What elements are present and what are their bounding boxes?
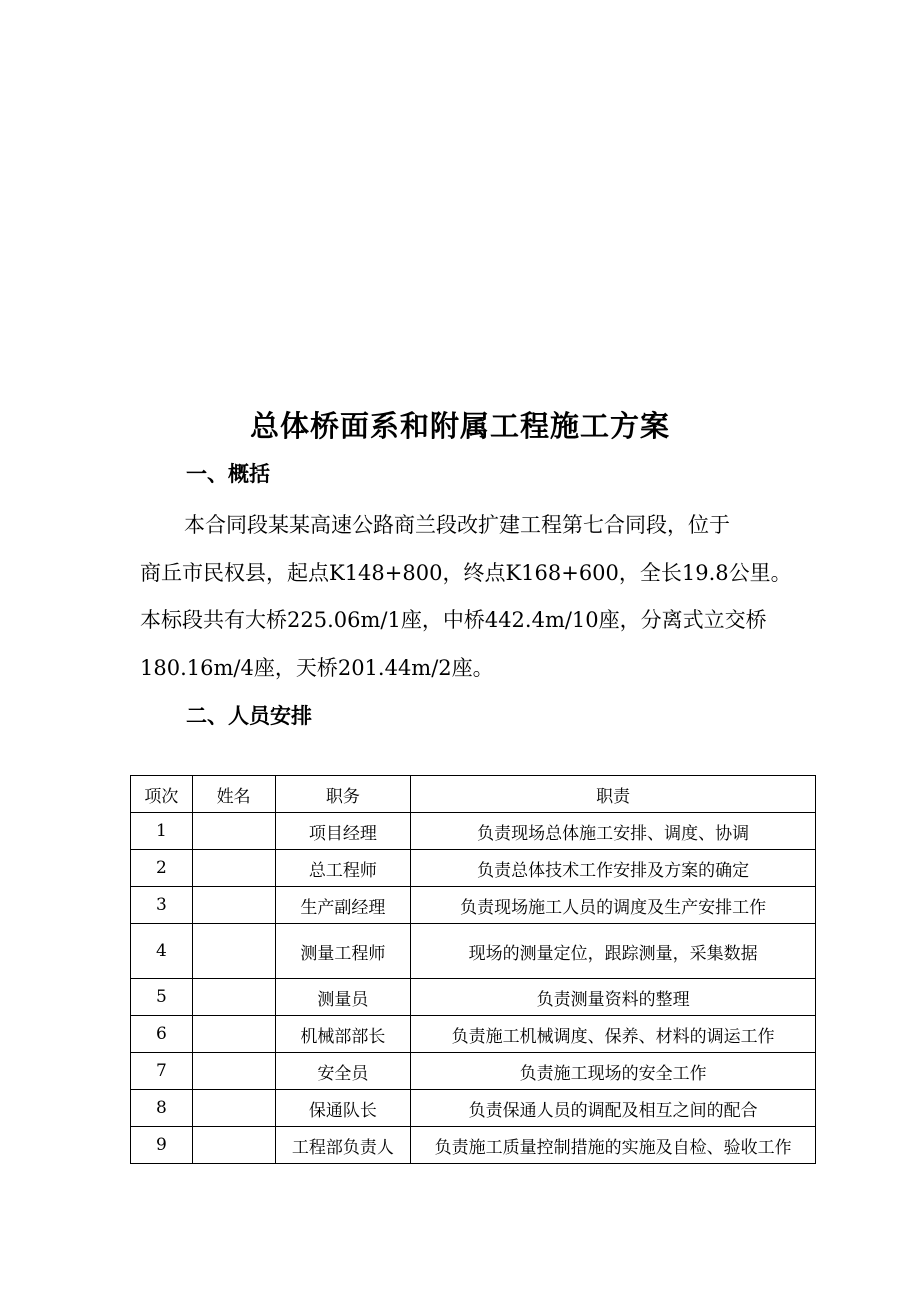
cell-index: 8: [131, 1090, 193, 1127]
cell-duty: 负责总体技术工作安排及方案的确定: [411, 850, 816, 887]
cell-index: 1: [131, 813, 193, 850]
paragraph-line: 180.16m/4座，天桥201.44m/2座。: [140, 655, 494, 680]
staff-table: [130, 775, 816, 1164]
table-row: [131, 1127, 816, 1164]
cell-index: 7: [131, 1053, 193, 1090]
paragraph-line: 本合同段某某高速公路商兰段改扩建工程第七合同段，位于: [184, 513, 730, 537]
cell-name: [192, 1053, 275, 1090]
cell-duty: 负责测量资料的整理: [411, 979, 816, 1016]
cell-position: 测量员: [275, 979, 411, 1016]
header-name: 姓名: [192, 776, 275, 813]
cell-index: 9: [131, 1127, 193, 1164]
header-position: 职务: [275, 776, 411, 813]
table-header-row: [131, 776, 816, 813]
table-row: [131, 850, 816, 887]
cell-position: 保通队长: [275, 1090, 411, 1127]
cell-position: 工程部负责人: [275, 1127, 411, 1164]
cell-index: 2: [131, 850, 193, 887]
cell-name: [192, 924, 275, 979]
cell-index: 6: [131, 1016, 193, 1053]
cell-duty: 负责保通人员的调配及相互之间的配合: [411, 1090, 816, 1127]
table-row: [131, 1053, 816, 1090]
table-row: [131, 813, 816, 850]
cell-index: 5: [131, 979, 193, 1016]
section-heading-overview: 一、概括: [186, 462, 270, 486]
cell-position: 项目经理: [275, 813, 411, 850]
header-duty: 职责: [411, 776, 816, 813]
table-row: [131, 1016, 816, 1053]
cell-duty: 负责施工质量控制措施的实施及自检、验收工作: [411, 1127, 816, 1164]
paragraph-line: 本标段共有大桥225.06m/1座，中桥442.4m/10座，分离式立交桥: [140, 608, 767, 632]
cell-duty: 负责施工现场的安全工作: [411, 1053, 816, 1090]
table-row: [131, 979, 816, 1016]
section-heading-staffing: 二、人员安排: [186, 704, 312, 728]
cell-name: [192, 813, 275, 850]
cell-position: 安全员: [275, 1053, 411, 1090]
cell-position: 测量工程师: [275, 924, 411, 979]
header-index: 项次: [131, 776, 193, 813]
cell-index: 4: [131, 924, 193, 979]
cell-position: 机械部部长: [275, 1016, 411, 1053]
cell-index: 3: [131, 887, 193, 924]
paragraph-line: 商丘市民权县，起点K148+800，终点K168+600，全长19.8公里。: [140, 560, 792, 585]
table-row: [131, 887, 816, 924]
cell-position: 生产副经理: [275, 887, 411, 924]
cell-name: [192, 1016, 275, 1053]
cell-duty: 现场的测量定位，跟踪测量，采集数据: [411, 924, 816, 979]
cell-name: [192, 887, 275, 924]
table-row: [131, 924, 816, 979]
cell-duty: 负责现场施工人员的调度及生产安排工作: [411, 887, 816, 924]
cell-duty: 负责施工机械调度、保养、材料的调运工作: [411, 1016, 816, 1053]
cell-position: 总工程师: [275, 850, 411, 887]
cell-duty: 负责现场总体施工安排、调度、协调: [411, 813, 816, 850]
page-title: 总体桥面系和附属工程施工方案: [249, 409, 670, 443]
cell-name: [192, 1090, 275, 1127]
table-row: [131, 1090, 816, 1127]
cell-name: [192, 850, 275, 887]
overview-paragraph: [140, 502, 790, 692]
cell-name: [192, 979, 275, 1016]
cell-name: [192, 1127, 275, 1164]
